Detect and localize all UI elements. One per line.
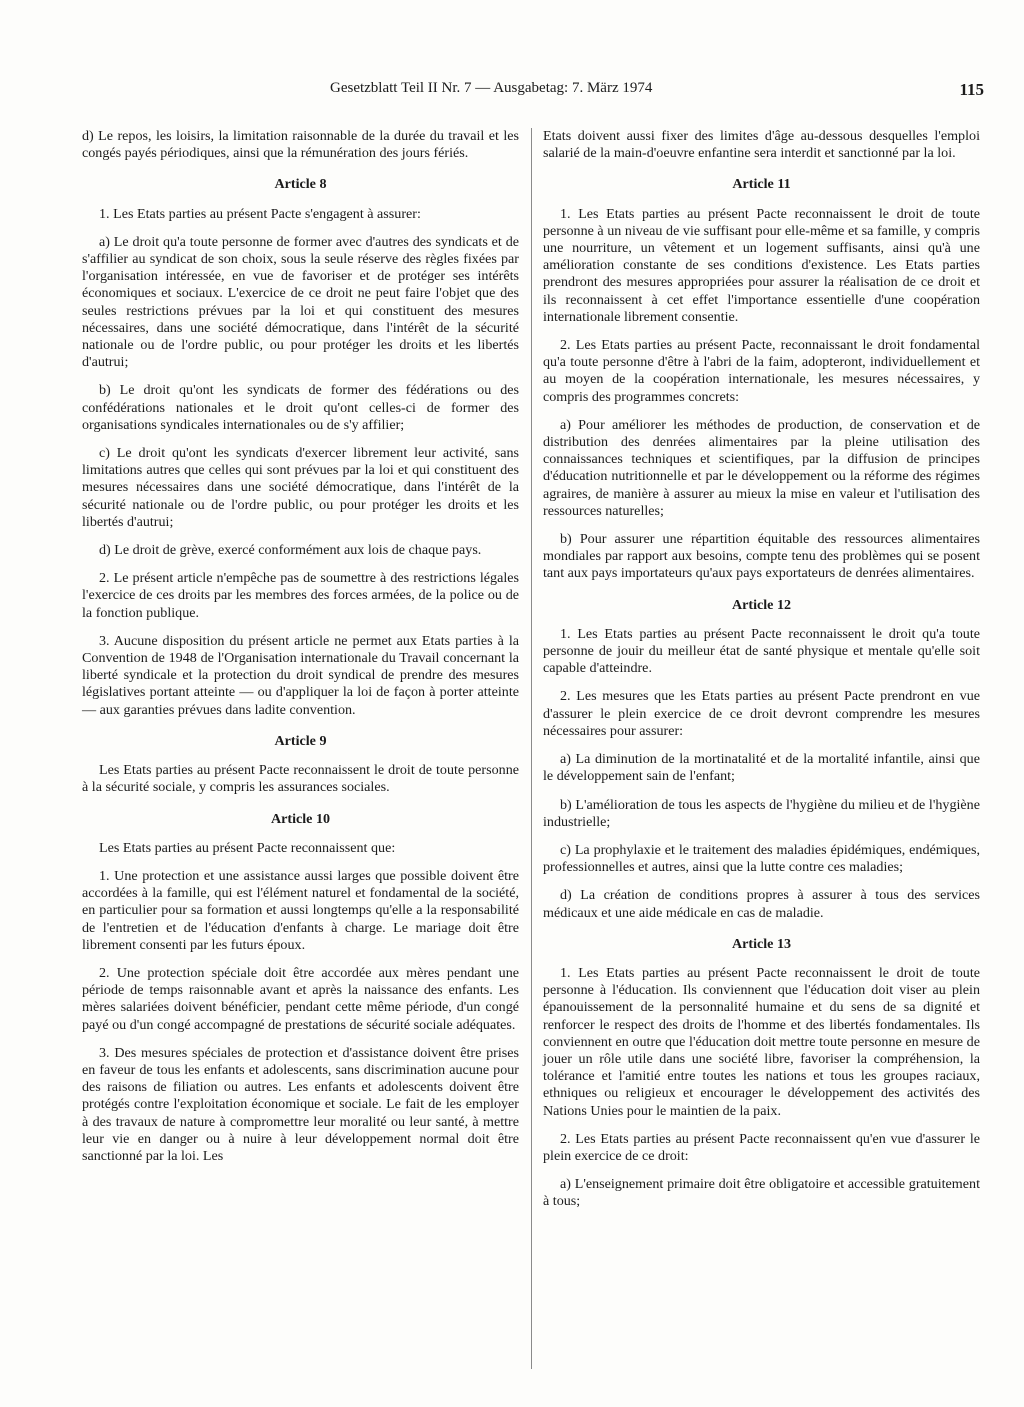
paragraph: 3. Aucune disposition du présent article ne permet aux Etats parties à la Convention de 1948 de l'Organisation internationale du Travail concernant la liberté syndicale et la protection du droit syndical de prendre des mesures législatives portant atteinte — ou d'appliquer la loi de façon à porter atteinte — aux garanties prévues dans ladite convention. [82,632,519,718]
article-heading: Article 9 [274,732,327,749]
paragraph: a) L'enseignement primaire doit être obligatoire et accessible gratuitement à tous; [543,1176,980,1210]
paragraph: 2. Le présent article n'empêche pas de soumettre à des restrictions légales l'exercice de ces droits par les membres des forces armées, de la police ou de la fonction publique. [82,570,519,621]
paragraph: 1. Les Etats parties au présent Pacte reconnaissent le droit qu'a toute personne de jouir du meilleur état de santé physique et mentale qu'elle soit capable d'atteindre. [543,625,980,677]
paragraph: d) Le droit de grève, exercé conformément aux lois de chaque pays. [99,542,482,559]
paragraph: b) L'amélioration de tous les aspects de l'hygiène du milieu et de l'hygiène industrielle; [543,796,980,830]
left-column [82,128,519,1176]
paragraph: a) La diminution de la mortinatalité et de la mortalité infantile, ainsi que le développement sain de l'enfant; [543,751,980,785]
article-heading: Article 13 [731,935,792,952]
paragraph: a) Pour améliorer les méthodes de production, de conservation et de distribution des denrées alimentaires par la pleine utilisation des connaissances techniques et scientifiques, par la diffusion de principes d'éducation nutritionnelle et par le développement ou la réforme des régimes agraires, de manière à assurer au mieux la mise en valeur et l'utilisation des ressources naturelles; [543,416,980,519]
paragraph: 1. Les Etats parties au présent Pacte reconnaissent le droit de toute personne à l'éducation. Ils conviennent que l'éducation doit viser au plein épanouissement de la personnalité humaine et du sens de sa dignité et renforcer le respect des droits de l'homme et des libertés fondamentales. Ils conviennent en outre que l'éducation doit mettre toute personne en mesure de jouer un rôle utile dans une société libre, favoriser la compréhension, la tolérance et l'amitié entre toutes les nations et tous les groupes raciaux, ethniques ou religieux et encourager le développement des activités des Nations Unies pour le maintien de la paix. [543,964,980,1119]
paragraph: 2. Les Etats parties au présent Pacte reconnaissent qu'en vue d'assurer le plein exercice de ce droit: [543,1130,980,1164]
paragraph: Etats doivent aussi fixer des limites d'âge au-dessous desquelles l'emploi salarié de la main-d'oeuvre enfantine sera interdit et sanctionné par la loi. [543,128,980,162]
column-divider [531,128,532,1369]
paragraph: Les Etats parties au présent Pacte reconnaissent le droit de toute personne à la sécurité sociale, y compris les assurances sociales. [82,762,519,796]
paragraph: 1. Une protection et une assistance aussi larges que possible doivent être accordées à la famille, qui est l'élément naturel et fondamental de la société, en particulier pour sa formation et aussi longtemps qu'elle a la responsabilité de l'entretien et de l'éducation d'enfants à charge. Le mariage doit être librement consenti par les futurs époux. [82,867,519,953]
paragraph: b) Le droit qu'ont les syndicats de former des fédérations ou des confédérations nationales et le droit qu'ont celles-ci de former des organisations syndicales internationales ou de s'y affilier; [82,382,519,433]
paragraph: 2. Les mesures que les Etats parties au présent Pacte prendront en vue d'assurer le plein exercice de ce droit devront comprendre les mesures nécessaires pour assurer: [543,688,980,739]
right-column [543,128,980,1222]
paragraph: 1. Les Etats parties au présent Pacte reconnaissent le droit de toute personne à un niveau de vie suffisant pour elle-même et sa famille, y compris une nourriture, un vêtement et un logement suffisants, ainsi qu'à une amélioration constante de ses conditions d'existence. Les Etats parties prendront des mesures appropriées pour assurer la réalisation de ce droit et ils reconnaissent à cet effet l'importance essentielle d'une coopération internationale librement consentie. [543,205,980,325]
paragraph: c) La prophylaxie et le traitement des maladies épidémiques, endémiques, professionnelles et autres, ainsi que la lutte contre ces maladies; [543,841,980,876]
paragraph: 2. Les Etats parties au présent Pacte, reconnaissant le droit fondamental qu'a toute personne d'être à l'abri de la faim, adopteront, individuellement et au moyen de la coopération internationale, les mesures nécessaires, y compris des programmes concrets: [543,337,980,405]
paragraph: d) La création de conditions propres à assurer à tous des services médicaux et une aide médicale en cas de maladie. [543,887,980,921]
page-number: 115 [959,80,984,99]
article-heading: Article 8 [274,176,327,193]
paragraph: a) Le droit qu'a toute personne de former avec d'autres des syndicats et de s'affilier au syndicat de son choix, sous la seule réserve des règles fixées par l'organisation intéressée, en vue de favoriser et de protéger ses intérêts économiques et sociaux. L'exercice de ce droit ne peut faire l'objet que des seules restrictions prévues par la loi et qui constituent des mesures nécessaires, dans une société démocratique, dans l'intérêt de la sécurité nationale ou de l'ordre public, ou pour protéger les droits et les libertés d'autrui; [82,233,519,371]
article-heading: Article 10 [270,810,331,827]
paragraph: 2. Une protection spéciale doit être accordée aux mères pendant une période de temps raisonnable avant et après la naissance des enfants. Les mères salariées doivent bénéficier, pendant cette même période, d'un congé payé ou d'un congé accompagné de prestations de sécurité sociale adéquates. [82,964,519,1033]
paragraph: d) Le repos, les loisirs, la limitation raisonnable de la durée du travail et les congés payés périodiques, ainsi que la rémunération des jours fériés. [82,128,519,162]
header-title: Gesetzblatt Teil II Nr. 7 — Ausgabetag: 7. März 1974 [330,80,653,96]
paragraph: Les Etats parties au présent Pacte reconnaissent que: [99,839,396,856]
paragraph: 3. Des mesures spéciales de protection et d'assistance doivent être prises en faveur de tous les enfants et adolescents, sans discrimination aucune pour des raisons de filiation ou autres. Les enfants et adolescents doivent être protégés contre l'exploitation économique et sociale. Le fait de les employer à des travaux de nature à compromettre leur moralité ou leur santé, à mettre leur vie en danger ou à nuire à leur développement normal doit être sanctionné par la loi. Les [82,1044,519,1164]
paragraph: 1. Les Etats parties au présent Pacte s'engagent à assurer: [99,205,421,222]
article-heading: Article 12 [731,596,792,613]
page-header [80,80,984,104]
paragraph: b) Pour assurer une répartition équitable des ressources alimentaires mondiales par rapport aux besoins, compte tenu des problèmes qui se posent tant aux pays importateurs qu'aux pays exportateurs de denrées alimentaires. [543,531,980,582]
article-heading: Article 11 [732,176,791,193]
paragraph: c) Le droit qu'ont les syndicats d'exercer librement leur activité, sans limitations autres que celles qui sont prévues par la loi et qui constituent des mesures nécessaires dans une société démocratique, dans l'intérêt de la sécurité nationale ou de l'ordre public, ou pour protéger les droits et les libertés d'autrui; [82,445,519,530]
